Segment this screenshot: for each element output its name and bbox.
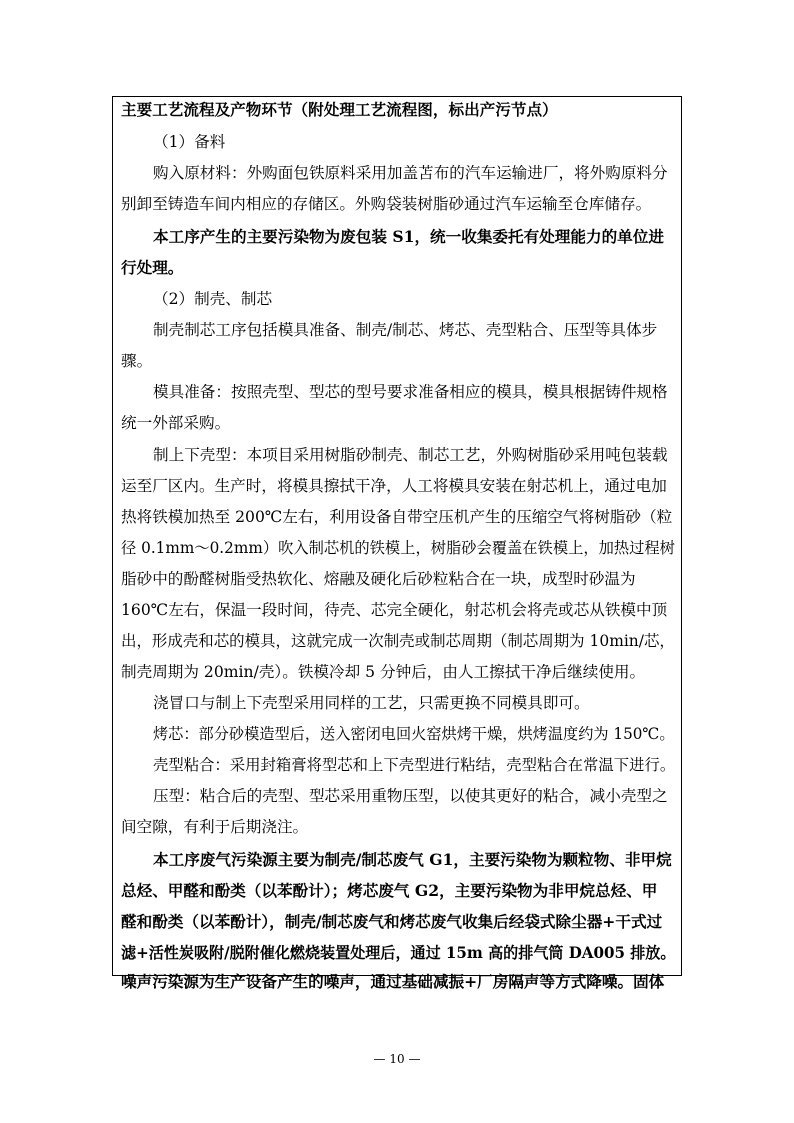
paragraph-line: 统一外部采购。: [121, 414, 231, 432]
paragraph-line: （2）制壳、制芯: [153, 290, 273, 308]
paragraph-line: 本工序废气污染源主要为制壳/制芯废气 G1，主要污染物为颗粒物、非甲烷: [153, 850, 672, 869]
paragraph-line: 制上下壳型：本项目采用树脂砂制壳、制芯工艺，外购树脂砂采用吨包装载: [153, 446, 668, 464]
paragraph-line: 总烃、甲醛和酚类（以苯酚计）；烤芯废气 G2，主要污染物为非甲烷总烃、甲: [121, 881, 658, 900]
paragraph-line: 购入原材料：外购面包铁原料采用加盖苫布的汽车运输进厂，将外购原料分: [153, 164, 668, 182]
paragraph-line: 间空隙，有利于后期浇注。: [121, 818, 309, 836]
paragraph-line: 骤。: [121, 352, 153, 370]
paragraph-line: （1）备料: [153, 133, 226, 151]
paragraph-line: 模具准备：按照壳型、型芯的型号要求准备相应的模具，模具根据铸件规格: [153, 383, 668, 401]
paragraph-line: 行处理。: [121, 258, 184, 277]
paragraph-line: 出，形成壳和芯的模具，这就完成一次制壳或制芯周期（制芯周期为 10min/芯，: [121, 632, 675, 650]
paragraph-line: 160℃左右，保温一段时间，待壳、芯完全硬化，射芯机会将壳或芯从铁模中顶: [121, 601, 668, 619]
paragraph-line: 热将铁模加热至 200℃左右，利用设备自带空压机产生的压缩空气将树脂砂（粒: [121, 508, 673, 526]
paragraph-line: 壳型粘合：采用封箱膏将型芯和上下壳型进行粘结，壳型粘合在常温下进行。: [153, 756, 676, 774]
paragraph-line: 制壳制芯工序包括模具准备、制壳/制芯、烤芯、壳型粘合、压型等具体步: [153, 321, 658, 339]
paragraph-line: 噪声污染源为生产设备产生的噪声，通过基础减振+厂房隔声等方式降噪。固体: [121, 972, 665, 991]
paragraph-line: 本工序产生的主要污染物为废包装 S1，统一收集委托有处理能力的单位进: [153, 227, 664, 246]
paragraph-line: 运至厂区内。生产时，将模具擦拭干净，人工将模具安装在射芯机上，通过电加: [121, 477, 667, 495]
section-heading: 主要工艺流程及产物环节（附处理工艺流程图，标出产污节点）: [121, 100, 558, 119]
paragraph-line: 制壳周期为 20min/壳）。铁模冷却 5 分钟后，由人工擦拭干净后继续使用。: [121, 663, 646, 681]
paragraph-line: 脂砂中的酚醛树脂受热软化、熔融及硬化后砂粒粘合在一块，成型时砂温为: [121, 570, 636, 588]
paragraph-line: 压型：粘合后的壳型、型芯采用重物压型，以使其更好的粘合，减小壳型之: [153, 787, 668, 805]
paragraph-line: 醛和酚类（以苯酚计），制壳/制芯废气和烤芯废气收集后经袋式除尘器+干式过: [121, 912, 663, 931]
paragraph-line: 烤芯：部分砂模造型后，送入密闭电回火窑烘烤干燥，烘烤温度约为 150℃。: [153, 725, 675, 743]
paragraph-line: 径 0.1mm～0.2mm）吹入制芯机的铁模上，树脂砂会覆盖在铁模上，加热过程树: [121, 539, 675, 557]
page-number: — 10 —: [373, 1052, 421, 1066]
paragraph-line: 别卸至铸造车间内相应的存储区。外购袋装树脂砂通过汽车运输至仓库储存。: [121, 195, 652, 213]
paragraph-line: 滤+活性炭吸附/脱附催化燃烧装置处理后，通过 15m 高的排气筒 DA005 排放。: [121, 943, 676, 962]
paragraph-line: 浇冒口与制上下壳型采用同样的工艺，只需更换不同模具即可。: [153, 694, 590, 712]
